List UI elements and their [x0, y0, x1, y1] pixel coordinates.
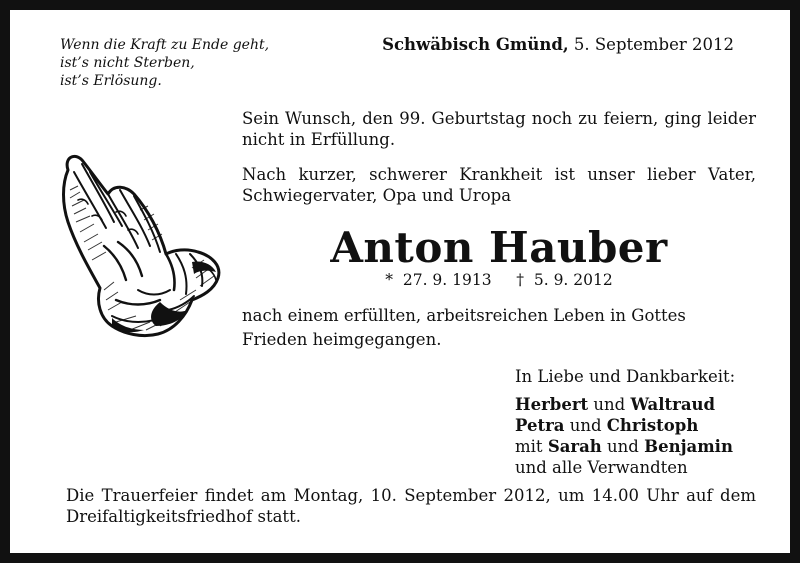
mourner-name: Sarah [547, 437, 602, 456]
dateline [382, 35, 734, 54]
motto-line-2: ist’s nicht Sterben, [60, 55, 195, 71]
death-date: 5. 9. 2012 [533, 271, 613, 289]
mourner-joiner: und [601, 437, 645, 456]
birth-date: 27. 9. 1913 [402, 271, 492, 289]
motto-line-3: ist’s Erlösung. [60, 73, 162, 89]
life-dates [242, 269, 756, 291]
mourner-name: Benjamin [644, 437, 733, 456]
dateline-place: Schwäbisch Gmünd, [382, 35, 569, 54]
mourners-closing: und alle Verwandten [515, 458, 688, 477]
mourner-name: Christoph [606, 416, 699, 435]
mourner-name: Petra [515, 416, 565, 435]
mourner-name: Waltraud [630, 395, 716, 414]
passing-paragraph: nach einem erfüllten, arbeitsreichen Leben in Gottes Frieden heimgegangen. [242, 306, 686, 349]
funeral-notice: Die Trauerfeier findet am Montag, 10. September 2012, um 14.00 Uhr auf dem Dreifaltigkeitsfriedhof statt. [66, 486, 756, 526]
intro-paragraph: Sein Wunsch, den 99. Geburtstag noch zu feiern, ging leider nicht in Erfüllung. [242, 109, 756, 149]
motto [60, 36, 269, 90]
mourner-joiner: und [564, 416, 607, 435]
motto-line-1: Wenn die Kraft zu Ende geht, [60, 37, 270, 53]
dateline-date: 5. September 2012 [568, 35, 734, 54]
praying-hands-icon [56, 150, 226, 340]
mourners-row-1 [515, 394, 735, 415]
birth-symbol: * [385, 271, 393, 289]
mourner-prefix: mit [515, 437, 548, 456]
mourners-row-2 [515, 415, 735, 436]
mourners-heading: In Liebe und Dankbarkeit: [515, 367, 736, 386]
death-symbol: † [516, 271, 524, 289]
mourners-block [515, 366, 735, 478]
mourner-joiner: und [588, 395, 631, 414]
mourners-row-3 [515, 436, 735, 457]
announcement-paragraph: Nach kurzer, schwerer Krankheit ist unser lieber Vater, Schwiegervater, Opa und Uropa [242, 165, 756, 205]
deceased-name: Anton Hauber [330, 223, 668, 272]
mourner-name: Herbert [515, 395, 589, 414]
